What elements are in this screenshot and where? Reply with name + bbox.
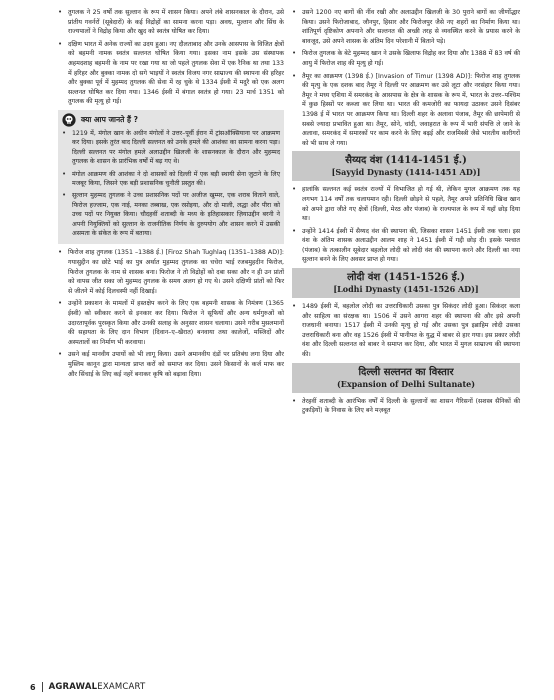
list-item: • 1219 में, मंगोल खान के अधीन मंगोलों ने उत्तर–पूर्वी ईरान में ट्रांसऑक्सियाना पर आक्रमण कर दिया। इसके तुरंत बाद दिल्ली सल्तनत को उनके हमले की आशंका का सामना करना पड़ा। दिल्ली सल्तनत पर मंगोल हमले अलाउद्दीन खिलजी के शासनकाल के दौरान और मुहम्मद तुगलक के शासन के प्रारंभिक वर्षों में बढ़ गए थे। (62, 129, 280, 167)
expansion-heading (292, 363, 520, 393)
list-item: • तैमूर का आक्रमण (1398 ई.) [Invasion of Timur (1398 AD)]: फिरोज शाह तुगलक की मृत्यु के एक दशक बाद तैमूर ने दिल्ली पर आक्रमण कर उसे लूटा और नरसंहार किया गया। तैमूर ने मध्य एशिया में समरकंद के आसपास के क्षेत्र के शासक के रूप में, भारत के उत्तर–पश्चिम में कुछ हिस्सों पर कब्जा कर लिया था। भारत की कमजोरी का फायदा उठाकर उसने दिसंबर 1398 ई में भारत पर आक्रमण किया था। दिल्ली शहर के अलावा पंजाब, तैमूर की छापेमारी से सबसे ज्यादा प्रभावित हुआ था। तैमूर, सोने, चांदी, जवाहरात के रूप में भारी संपत्ति ले जाने के अलावा, समरकंद में समारकों पर काम करने के लिए बढ़ई और राजमिस्त्री जैसे भारतीय कारीगरों को भी साथ ले गया। (292, 72, 520, 149)
footer-divider (42, 682, 43, 692)
heading-hindi: दिल्ली सल्तनत का विस्तार (358, 366, 454, 378)
heading-hindi: लोदी वंश (1451-1526 ई.) (347, 272, 465, 284)
left-bottom-list (58, 248, 284, 379)
list-item: • हालांकि सल्तनत कई स्वतंत्र राज्यों में विभाजित हो गई थी, लेकिन मुगल आक्रमण तक यह लगभग 114 वर्षों तक चलायमान रही। दिल्ली छोड़ने से पहले, तैमूर अपने प्रतिनिधि खिज्र खान को अपने द्वारा जीते गए क्षेत्रों (दिल्ली, मेरठ और पंजाब) के राज्यपाल के रूप में यहाँ छोड़ दिया था। (292, 185, 520, 223)
lodhi-dynasty-heading (292, 268, 520, 298)
skull-icon (62, 113, 76, 127)
expansion-list (292, 397, 520, 416)
list-item: • फिरोज तुगलक के बेटे मुहम्मद खान ने उसके खिलाफ विद्रोह कर दिया और 1388 में 83 वर्ष की आयु में फिरोज शाह की मृत्यु हो गई। (292, 49, 520, 68)
did-you-know-box (58, 110, 284, 244)
heading-english: (Expansion of Delhi Sultanate) (336, 378, 476, 389)
right-column (292, 8, 520, 419)
box-header (62, 113, 280, 127)
brand-light: EXAMCART (97, 682, 146, 692)
box-title: क्या आप जानते हैं ? (81, 114, 138, 124)
heading-english: [Sayyid Dynasty (1414-1451 AD)] (331, 167, 481, 178)
brand-logo (49, 682, 146, 692)
heading-hindi: सैय्यद वंश (1414-1451 ई.) (345, 155, 467, 167)
heading-english: [Lodhi Dynasty (1451-1526 AD)] (333, 284, 479, 295)
page-footer (30, 681, 530, 693)
list-item: • उन्होंने 1414 ईस्वी में सैय्यद वंश की स्थापना की, जिसका शासन 1451 ईस्वी तक चला। इस वंश के अंतिम शासक अलाउद्दीन आलम शाह ने 1451 ईस्वी में गद्दी छोड़ दी। इसके पश्चात (पंजाब) के तत्कालीन सूबेदार बहलोल लोदी को लोदी वंश की स्थापना करने और दिल्ली का नया सुल्तान बनने के लिए अवसर प्राप्त हो गया। (292, 227, 520, 265)
brand-bold: AGRAWAL (48, 682, 98, 692)
list-item: • 1489 ईस्वी में, बहलोल लोदी का उत्तराधिकारी उसका पुत्र सिकंदर लोदी हुआ। सिकंदर कला और साहित्य का संरक्षक था। 1506 में उसने आगरा शहर की स्थापना की और इसे अपनी राजधानी बनाया। 1517 ईस्वी में उनकी मृत्यु हो गई और उसका पुत्र इब्राहिम लोदी उसका उत्तराधिकारी बना और वह 1526 ईस्वी में पानीपत के युद्ध में बाबर से हार गया। इस प्रकार लोदी वंश और दिल्ली सल्तनत को बाबर ने समाप्त कर दिया, और भारत में मुगल साम्राज्य की स्थापना की। (292, 302, 520, 360)
sayyid-list (292, 185, 520, 265)
list-item: • सुल्तान मुहम्मद तुगलक ने उच्च प्रशासनिक पदों पर अजीज खुम्मर, एक शराब विताने वाले, फिरोज हज्जाम, एक नाई, मनका तब्बाख, एक रसोइया, और दो माली, लद्धा और पीरा को उच्च पदों पर नियुक्त किया। चौदहवीं शताब्दी के मध्य के इतिहासकार ज़ियाउद्दीन बरनी ने अपनी नियुक्तियों को सुल्तान के राजनीतिक निर्णय के दुरुपयोग और शासन करने में उसकी असमता के संकेत के रूप में बताया। (62, 191, 280, 238)
box-list (62, 129, 280, 238)
left-top-list (58, 8, 284, 107)
page-number: 6 (30, 682, 36, 692)
lodhi-list (292, 302, 520, 360)
list-item: • उसने कई मानवीय उपायों को भी लागू किया। उसने अमानवीय दंडों पर प्रतिबंध लगा दिया और मुस्लिम कानून द्वारा मान्यता प्राप्त करों को समाप्त कर दिया। उसने किसानों के कर्ज माफ कर और सिंचाई के लिए कई नहरें बनाकर कृषि को बढ़ावा दिया। (58, 350, 284, 379)
left-column (58, 8, 284, 382)
list-item: • दक्षिण भारत में अनेक राज्यों का उदय हुआ। नए दौलताबाद और उनके आसपास के विजित क्षेत्रों को बहमनी नामक स्वतंत्र सल्तनत घोषित किया गया। इसका नाम इसके उस संस्थापक अहमदशाह बहमनी के नाम पर रखा गया था जो पहले तुगलक सेवा में एक रैनिक था तथा 133 में हरिहर और बुक्का नामक दो सगे भाइयों ने स्वतंत्र विजय नगर साम्राज्य की स्थापना की हरिहर और बुक्का पूर्व में मुहम्मद तुगलक की सेवा में रह चुके थे 1334 ईस्वी में मदुरै को एक अलग सल्तनत घोषित कर दिया गया। 1346 ईस्वी में बंगाल स्वतंत्र हो गया। 23 मार्च 1351 को तुगलक की मृत्यु हो गई। (58, 40, 284, 107)
list-item: • मंगोल आक्रमण की आशंका ने दो शासकों को दिल्ली में एक बड़ी स्थायी सेना जुटाने के लिए मजबूर किया, जिसने एक बड़ी प्रशासनिक चुनौती प्रस्तुत की। (62, 170, 280, 189)
list-item: • उन्होंने प्रकाशन के मामलों में हस्तक्षेप करने के लिए एक बहमनी शासक के निमंत्रण (1365 ईस्वी) को स्वीकार करने से इनकार कर दिया। फिरोज ने सूफियों और अन्य धर्मगुरुओं को उदारतापूर्वक पुरस्कृत किया और उनकी सलाह के अनुसार शासन चलाया। उसने गरीब मुसलमानों की सहायता के लिए दान विभाग (दिवान–ए–खैरात) बनवाया तथा कालेजों, मस्जिदों और अस्पतालों का निर्माण भी करवाया। (58, 299, 284, 347)
right-top-list (292, 8, 520, 148)
list-item: • तेरहवीं शताब्दी के आरंभिक वर्षों में दिल्ली के सुल्तानों का शासन गैरिसनों (सशस्त्र सैनिकों की टुकड़ियों) के निवास के लिए बने मज़बूत (292, 397, 520, 416)
list-item: • उसने 1200 नए बागों की नींव रखी और अलाउद्दीन खिलजी के 30 पुराने बागों का जीर्णोद्धार किया। उसने फिरोजाबाद, जौनपुर, हिसार और फिरोजपुर जैसे नए शहरों का निर्माण किया था। शांतिपूर्ण दृष्टिकोण अपनाने और सल्तनत की अच्छी तरह से व्यवस्थित करने के प्रयास करने के बावजूद, उसे अपने शासक के अंतिम दिन परेशानी में बिताने पड़े। (292, 8, 520, 46)
list-item: • फिरोज शाह तुगलक (1351 –1388 ई.) [Firoz Shah Tughlaq (1351–1388 AD)]: गयासुद्दीन का छोटे भाई का पुत्र अर्थात मुहम्मद तुगलक का चचेरा भाई रजबमुहदीन फिरोज, फिरोज तुगलक के नाम से शासक बना। फिरोज ने तो विद्रोहों को दबा सका और न ही उन प्रांतों को वापस जीत सका जो मुहम्मद तुगलक के समय अलग हो गए थे। उसने दक्षिणी प्रांतों को फिर से जीतने में कोई दिलचस्पी नहीं दिखाई। (58, 248, 284, 296)
sayyid-dynasty-heading (292, 151, 520, 181)
list-item: • तुगलक ने 25 वर्षों तक सुल्तान के रूप में शासन किया। अपने लंबे शासनकाल के दौरान, उसे प्रांतीय गवर्नरों (सूबेदारों) के कई विद्रोहों का सामना करना पड़ा। अवध, मुल्तान और सिंध के राज्यपालों ने विद्रोह किया और खुद को स्वतंत्र घोषित कर दिया। (58, 8, 284, 37)
